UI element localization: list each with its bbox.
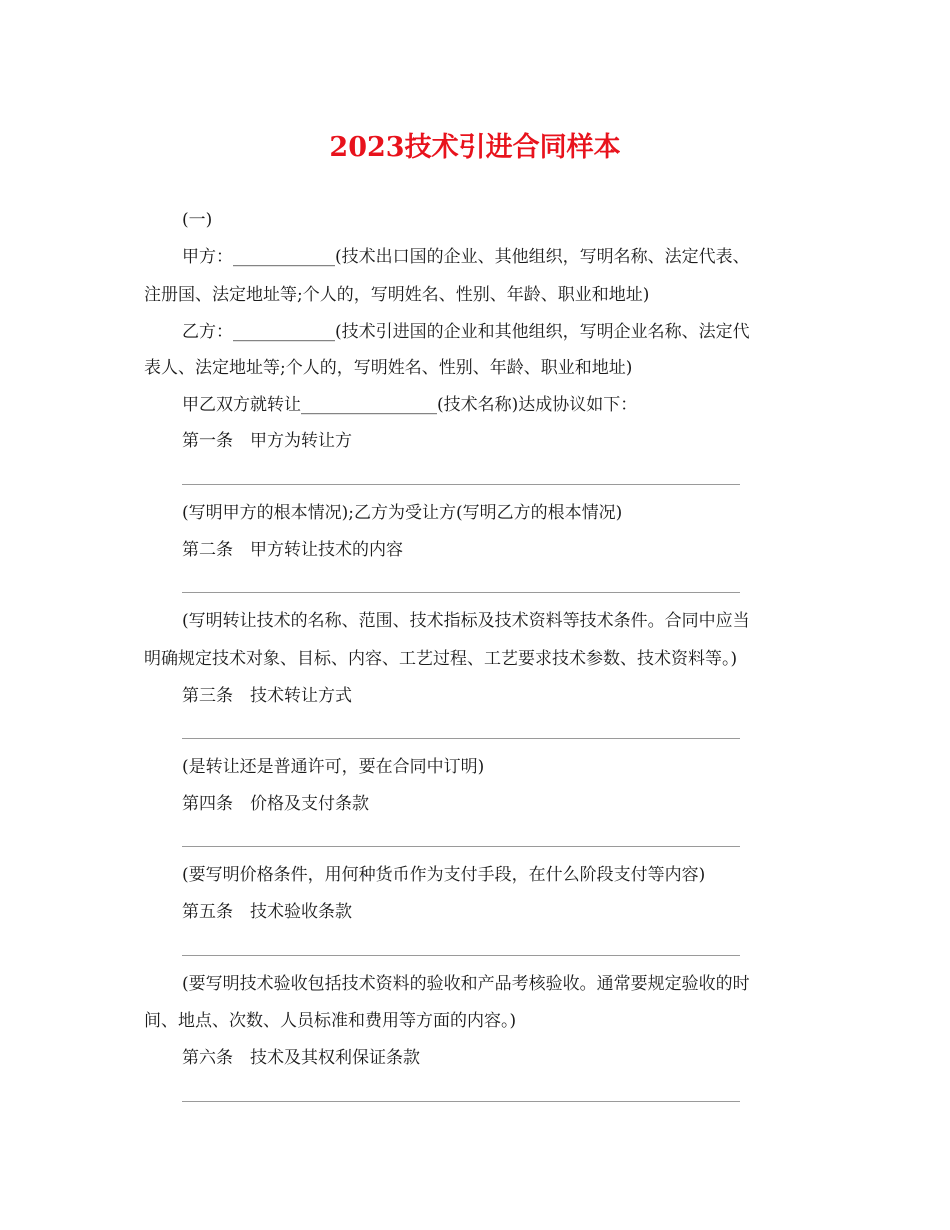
article-2-note-line-2: 明确规定技术对象、目标、内容、工艺过程、工艺要求技术参数、技术资料等。) [144, 649, 738, 669]
article-5-note-line-1: (要写明技术验收包括技术资料的验收和产品考核验收。通常要规定验收的时 [182, 974, 750, 994]
article-5-note-line-2: 间、地点、次数、人员标准和费用等方面的内容。) [144, 1011, 517, 1031]
party-a-line-2: 注册国、法定地址等;个人的，写明姓名、性别、年龄、职业和地址) [144, 285, 650, 305]
party-a-line-1: 甲方：____________(技术出口国的企业、其他组织，写明名称、法定代表、 [182, 247, 750, 267]
article-6-heading: 第六条 技术及其权利保证条款 [182, 1048, 420, 1068]
article-1-heading: 第一条 甲方为转让方 [182, 431, 352, 451]
article-4-fill-line [182, 846, 740, 847]
article-2-fill-line [182, 592, 740, 593]
article-3-note-line-1: (是转让还是普通许可，要在合同中订明) [182, 757, 485, 777]
article-3-fill-line [182, 738, 740, 739]
article-2-note-line-1: (写明转让技术的名称、范围、技术指标及技术资料等技术条件。合同中应当 [182, 611, 750, 631]
article-4-heading: 第四条 价格及支付条款 [182, 794, 369, 814]
party-b-line-1: 乙方：____________(技术引进国的企业和其他组织，写明企业名称、法定代 [182, 322, 750, 342]
document-title: 2023技术引进合同样本 [329, 132, 621, 163]
section-marker: (一) [182, 210, 213, 230]
agreement-intro: 甲乙双方就转让________________(技术名称)达成协议如下： [182, 395, 638, 415]
article-1-fill-line [182, 484, 740, 485]
article-2-heading: 第二条 甲方转让技术的内容 [182, 540, 403, 560]
article-6-fill-line [182, 1101, 740, 1102]
article-4-note-line-1: (要写明价格条件，用何种货币作为支付手段，在什么阶段支付等内容) [182, 865, 706, 885]
party-b-line-2: 表人、法定地址等;个人的，写明姓名、性别、年龄、职业和地址) [144, 358, 633, 378]
article-1-note-line-1: (写明甲方的根本情况);乙方为受让方(写明乙方的根本情况) [182, 503, 623, 523]
article-5-heading: 第五条 技术验收条款 [182, 902, 352, 922]
article-3-heading: 第三条 技术转让方式 [182, 686, 352, 706]
article-5-fill-line [182, 955, 740, 956]
